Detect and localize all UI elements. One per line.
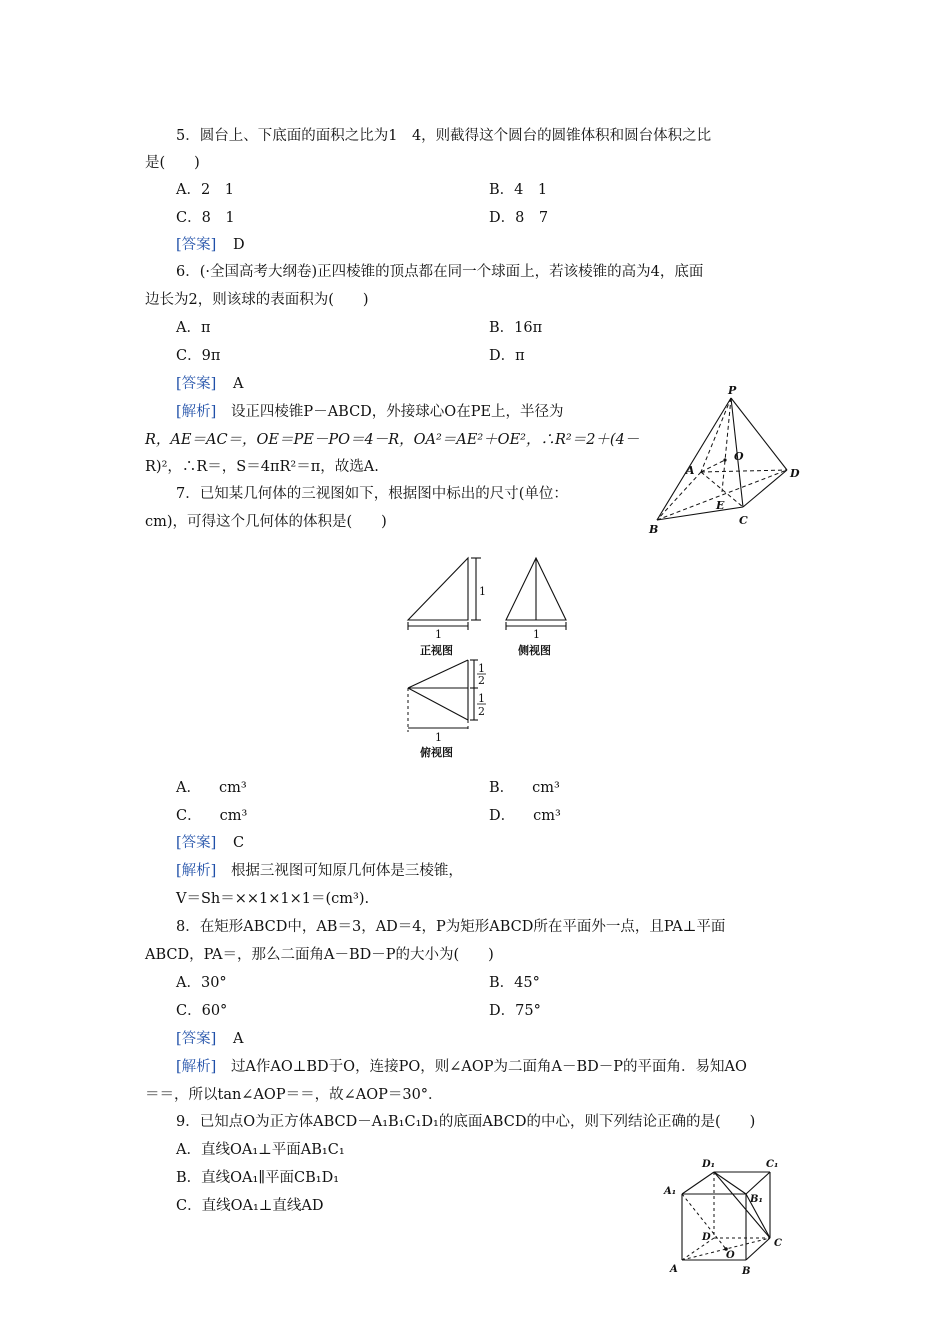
- label-d1: D₁: [702, 1159, 716, 1170]
- analysis-tag: [解析]: [176, 404, 217, 420]
- label-c: C: [774, 1238, 782, 1249]
- top-half1-num: 1: [478, 662, 485, 675]
- cube-figure: [660, 1150, 790, 1280]
- side-width-label: 1: [533, 628, 540, 641]
- q7-answer: [176, 833, 244, 853]
- label-c: C: [739, 514, 748, 527]
- label-d: D: [790, 467, 800, 480]
- q7-option-c: C． cm³: [176, 808, 248, 824]
- answer-tag: [答案]: [176, 1031, 217, 1047]
- top-half2-num: 1: [478, 692, 485, 705]
- analysis-text: 根据三视图可知原几何体是三棱锥，: [230, 863, 463, 879]
- edge-a1d1: [682, 1172, 714, 1194]
- label-a1: A₁: [664, 1186, 677, 1197]
- q5-answer: [176, 235, 245, 255]
- edge-pa: [701, 398, 731, 472]
- q5-stem-line2: 是( ): [145, 155, 200, 171]
- q7-stem-line1: 7．已知某几何体的三视图如下，根据图中标出的尺寸(单位：: [176, 486, 568, 502]
- label-o: O: [726, 1250, 735, 1261]
- answer-tag: [答案]: [176, 835, 217, 851]
- q9-stem: 9．已知点O为正方体ABCD－A₁B₁C₁D₁的底面ABCD的中心，则下列结论正确的是( ): [176, 1114, 756, 1130]
- answer-tag: [答案]: [176, 237, 217, 253]
- top-half1-den: 2: [478, 674, 485, 687]
- q8-analysis-line2: ＝＝，所以tan∠AOP＝＝，故∠AOP＝30°．: [145, 1087, 443, 1103]
- q6-option-d: D．π: [489, 348, 525, 364]
- q7-option-a: A． cm³: [176, 780, 247, 796]
- front-width-label: 1: [435, 628, 442, 641]
- q9-option-a: A．直线OA₁⊥平面AB₁C₁: [176, 1142, 345, 1158]
- top-view-caption: 俯视图: [420, 746, 453, 759]
- diag-bd: [657, 470, 787, 520]
- q6-option-c: C．9π: [176, 348, 221, 364]
- edge-ab: [657, 472, 701, 520]
- q5-option-c: C．8 1: [176, 210, 235, 226]
- q6-analysis-line3: R)²，∴R＝，S＝4πR²＝π，故选A.: [145, 459, 379, 475]
- answer-tag: [答案]: [176, 376, 217, 392]
- label-d: D: [702, 1232, 711, 1243]
- label-a: A: [670, 1264, 678, 1275]
- q9-option-c: C．直线OA₁⊥直线AD: [176, 1198, 324, 1214]
- q7-option-d: D． cm³: [489, 808, 561, 824]
- pyramid-figure: [640, 382, 810, 540]
- q6-option-a: A．π: [176, 320, 211, 336]
- label-o: O: [734, 450, 744, 463]
- label-b: B: [649, 523, 659, 536]
- q8-option-c: C．60°: [176, 1003, 228, 1019]
- analysis-text: 设正四棱锥P－ABCD，外接球心O在PE上，半径为: [230, 404, 564, 420]
- height-pe: [722, 398, 731, 492]
- front-view-caption: 正视图: [420, 644, 453, 657]
- analysis-tag: [解析]: [176, 863, 217, 879]
- q5-stem-line1: 5．圆台上、下底面的面积之比为1 4，则截得这个圆台的圆锥体积和圆台体积之比: [176, 128, 712, 144]
- q5-option-b: B．4 1: [489, 182, 548, 198]
- label-e: E: [716, 499, 725, 512]
- edge-bc: [657, 507, 743, 520]
- answer-value: D: [232, 237, 245, 253]
- top-view-edge-1: [408, 660, 468, 688]
- center-o-dot: [723, 458, 726, 461]
- front-height-label: 1: [479, 585, 486, 598]
- q8-option-b: B．45°: [489, 975, 540, 991]
- q7-option-b: B． cm³: [489, 780, 560, 796]
- label-b: B: [742, 1266, 751, 1277]
- label-c1: C₁: [766, 1159, 779, 1170]
- q6-stem-line1: 6．(·全国高考大纲卷)正四棱锥的顶点都在同一个球面上，若该棱锥的高为4，底面: [176, 264, 704, 280]
- q7-analysis-line1: [176, 861, 463, 881]
- q6-analysis-line1: [176, 402, 564, 422]
- top-view-edge-2: [408, 688, 468, 720]
- edge-ad: [701, 470, 787, 472]
- diag-d1c: [714, 1172, 770, 1238]
- radius-oa: [701, 460, 725, 472]
- q7-analysis-line2: V＝Sh＝××1×1×1＝(cm³).: [176, 891, 370, 907]
- q6-option-b: B．16π: [489, 320, 543, 336]
- q8-analysis-line1: [176, 1057, 747, 1077]
- q8-answer: [176, 1029, 243, 1049]
- label-p: P: [728, 384, 737, 397]
- q9-option-b: B．直线OA₁∥平面CB₁D₁: [176, 1170, 340, 1186]
- three-views-figure: [398, 550, 574, 762]
- top-half2-den: 2: [478, 705, 485, 718]
- front-view-triangle: [408, 558, 468, 620]
- answer-value: A: [232, 376, 244, 392]
- q5-option-a: A．2 1: [176, 182, 234, 198]
- top-width-label: 1: [435, 731, 442, 744]
- q7-stem-line2: cm)，可得这个几何体的体积是( ): [145, 514, 387, 530]
- q6-analysis-line2: R，AE＝AC＝，OE＝PE－PO＝4－R，OA²＝AE²＋OE²，∴R²＝2＋(4－: [145, 432, 640, 448]
- q8-stem-line1: 8．在矩形ABCD中，AB＝3，AD＝4，P为矩形ABCD所在平面外一点，且PA⊥平面: [176, 919, 726, 935]
- edge-b1c1: [746, 1172, 770, 1194]
- q6-answer: [176, 374, 243, 394]
- q5-option-d: D．8 7: [489, 210, 549, 226]
- analysis-text: 过A作AO⊥BD于O，连接PO，则∠AOP为二面角A－BD－P的平面角．易知AO: [230, 1059, 747, 1075]
- q8-stem-line2: ABCD，PA＝，那么二面角A－BD－P的大小为( ): [145, 947, 494, 963]
- label-a: A: [686, 464, 695, 477]
- label-b1: B₁: [750, 1194, 763, 1205]
- answer-value: C: [232, 835, 245, 851]
- q8-option-d: D．75°: [489, 1003, 541, 1019]
- q6-stem-line2: 边长为2，则该球的表面积为( ): [145, 292, 369, 308]
- side-view-caption: 侧视图: [518, 644, 551, 657]
- edge-cd: [743, 470, 787, 507]
- answer-value: A: [232, 1031, 244, 1047]
- q8-option-a: A．30°: [176, 975, 227, 991]
- analysis-tag: [解析]: [176, 1059, 217, 1075]
